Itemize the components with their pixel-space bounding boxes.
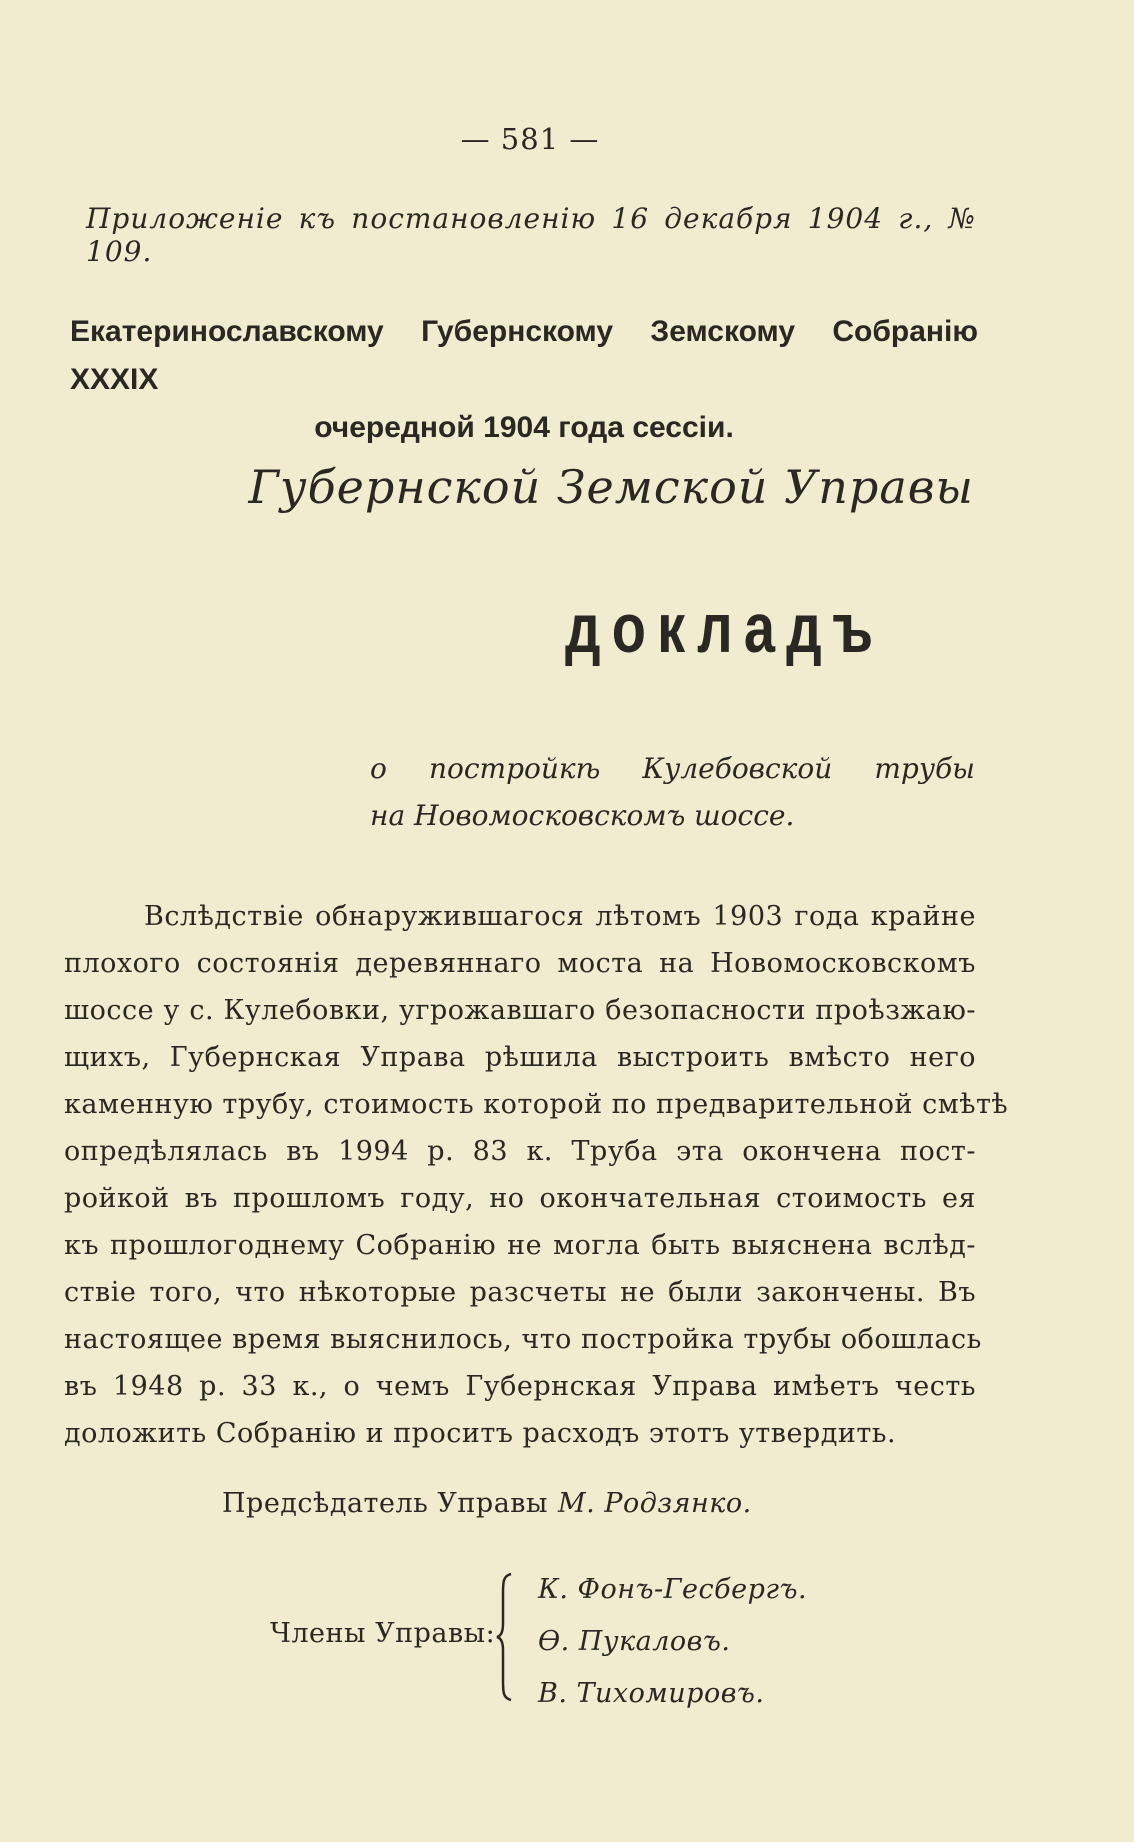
body-line: шоссе у с. Кулебовки, угрожавшаго безопасности проѣзжаю- xyxy=(64,995,976,1026)
body-line: ройкой въ прошломъ году, но окончательная стоимость ея xyxy=(64,1183,976,1214)
chairman-label: Предсѣдатель Управы xyxy=(222,1488,548,1519)
body-line: къ прошлогоднему Собранію не могла быть выяснена вслѣд- xyxy=(64,1230,976,1261)
chairman-name: М. Родзянко. xyxy=(558,1488,752,1519)
body-line: доложить Собранію и проситъ расходъ этотъ утвердить. xyxy=(64,1418,897,1449)
body-text xyxy=(64,893,1009,1457)
body-line: каменную трубу, стоимость которой по предварительной смѣтѣ xyxy=(64,1089,1009,1120)
subject-line-2: на Новомосковскомъ шоссе. xyxy=(370,799,795,832)
page-number: — 581 — xyxy=(460,122,600,156)
curly-brace-icon xyxy=(495,1572,515,1702)
chairman-signature xyxy=(222,1488,752,1519)
body-line: настоящее время выяснилось, что постройка трубы обошлась xyxy=(64,1324,982,1355)
member-name: К. Фонъ-Гесбергъ. xyxy=(538,1574,808,1605)
body-line: опредѣлялась въ 1994 р. 83 к. Труба эта окончена пост- xyxy=(64,1136,976,1167)
heading-line-2: очередной 1904 года сессіи. xyxy=(314,411,734,444)
members-label: Члены Управы: xyxy=(270,1618,496,1649)
members-list xyxy=(538,1564,807,1720)
body-line: плохого состоянія деревяннаго моста на Новомосковскомъ xyxy=(64,948,976,979)
heading-line-1: Екатеринославскому Губернскому Земскому Собранію XXXIX xyxy=(70,315,978,396)
board-title: Губернской Земской Управы xyxy=(248,460,974,514)
subject xyxy=(370,745,975,839)
body-line: Вслѣдствіе обнаружившагося лѣтомъ 1903 года крайне xyxy=(144,901,976,932)
body-line: ствіе того, что нѣкоторые разсчеты не были закончены. Въ xyxy=(64,1277,976,1308)
body-line: въ 1948 р. 33 к., о чемъ Губернская Управа имѣетъ честь xyxy=(64,1371,976,1402)
body-line: щихъ, Губернская Управа рѣшила выстроить вмѣсто него xyxy=(64,1042,976,1073)
heading xyxy=(70,308,978,452)
subject-line-1: о постройкѣ Кулебовской трубы xyxy=(370,752,975,785)
report-title: докладъ xyxy=(565,589,885,667)
appendix-line: Приложеніе къ постановленію 16 декабря 1904 г., № 109. xyxy=(86,202,976,268)
member-name: Ѳ. Пукаловъ. xyxy=(538,1626,731,1657)
member-name: В. Тихомировъ. xyxy=(538,1678,765,1709)
